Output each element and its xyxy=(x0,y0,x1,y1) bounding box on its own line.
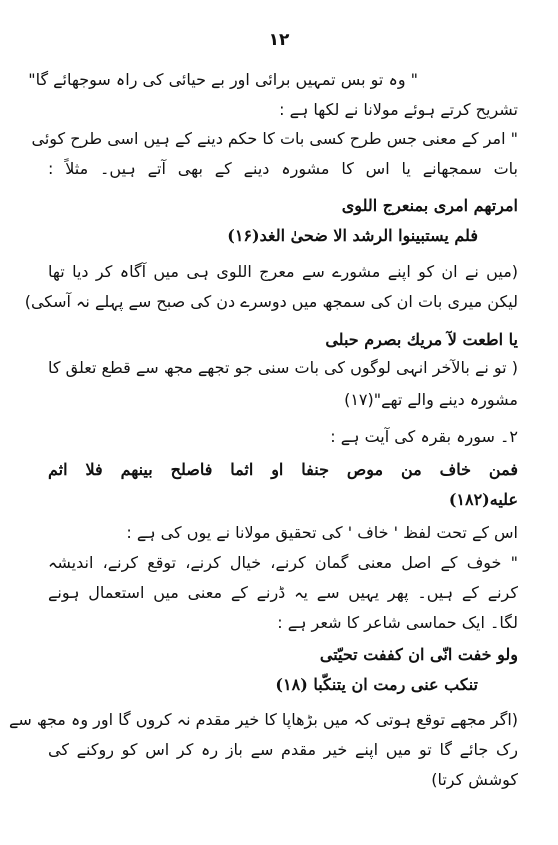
text-line: اس کے تحت لفظ ' خاف ' کی تحقیق مولانا نے یوں کی ہے : xyxy=(126,523,518,542)
text-line: لیکن میری بات ان کی سمجھ میں دوسرے دن کی صبح سے پہلے نہ آسکی) xyxy=(24,292,518,311)
text-line: کرنے کے ہیں۔ پھر یہیں سے یہ ڈرنے کے معنی میں استعمال ہونے xyxy=(48,583,518,602)
arabic-verse-line: تنکب عنی رمت ان یتنکّبا (۱۸) xyxy=(275,675,478,694)
page-number: ۱۲ xyxy=(268,30,290,50)
text-line: تشریح کرتے ہوئے مولانا نے لکھا ہے : xyxy=(279,100,518,119)
text-line: (اگر مجھے توقع ہوتی کہ میں بڑھاپا کا خیر مقدم نہ کروں گا اور وہ مجھ سے xyxy=(9,710,518,729)
arabic-verse-line: فلم یستبینوا الرشد الا ضحیٰ الغد(۱۶) xyxy=(227,226,478,245)
text-line: ( تو نے بالآخر انہی لوگوں کی بات سنی جو تجھے مجھ سے قطع تعلق کا xyxy=(48,358,518,377)
text-line: (میں نے ان کو اپنے مشورے سے معرج اللوی ہی میں آگاہ کر دیا تھا xyxy=(48,262,518,281)
text-line: " امر کے معنی جس طرح کسی بات کا حکم دینے کے ہیں اسی طرح کوئی xyxy=(31,129,518,148)
arabic-verse-line: ولو خفت انّی ان کففت تحیّتی xyxy=(319,645,518,664)
text-line: رک جائے گا تو میں اپنے خیر مقدم سے باز رہ کر اس کو روکنے کی xyxy=(48,740,518,759)
arabic-verse-line: یا اطعت لآ مریك بصرم حبلی xyxy=(325,330,518,349)
text-line: لگا۔ ایک حماسی شاعر کا شعر ہے : xyxy=(277,613,518,632)
text-line: " خوف کے اصل معنی گمان کرنے، خیال کرنے، توقع کرنے، اندیشہ xyxy=(48,553,518,572)
arabic-verse-line: امرتھم امری بمنعرج اللوی xyxy=(341,196,518,215)
text-line: بات سمجھانے یا اس کا مشورہ دینے کے بھی آتے ہیں۔ مثلاً : xyxy=(48,159,518,178)
quote-line: " وہ تو بس تمہیں برائی اور بے حیائی کی راہ سوجھائے گا" xyxy=(28,70,418,89)
text-line: کوشش کرتا) xyxy=(431,770,518,789)
text-line: ۲۔ سورہ بقرہ کی آیت ہے : xyxy=(330,427,518,446)
arabic-verse-line: علیه(۱۸۲) xyxy=(448,490,518,509)
text-line: مشورہ دینے والے تھے"(۱۷) xyxy=(344,390,518,409)
arabic-verse-line: فمن خاف من موص جنفا او اثما فاصلح بینھم فلا اثم xyxy=(48,460,518,479)
